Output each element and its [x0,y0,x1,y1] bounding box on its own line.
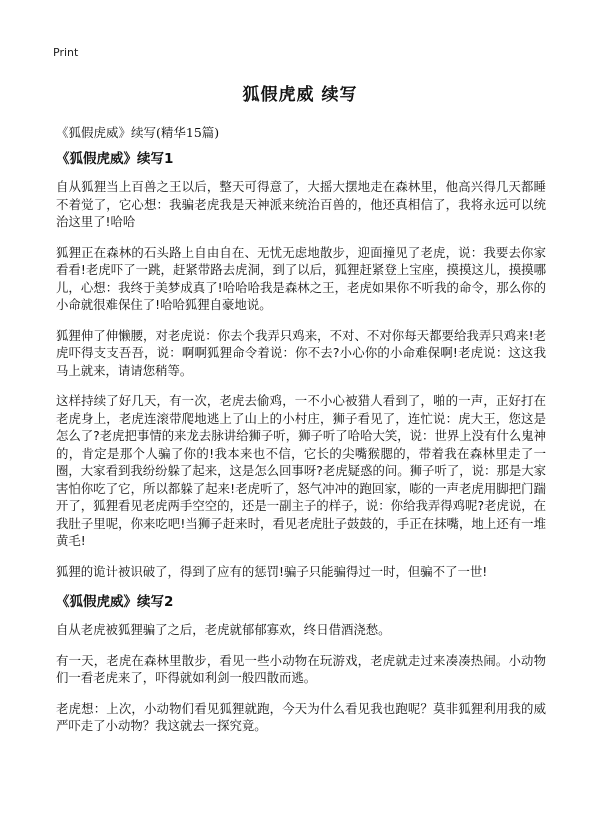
paragraph: 狐狸的诡计被识破了，得到了应有的惩罚!骗子只能骗得过一时，但骗不了一世! [56,563,488,579]
paragraph: 狐狸伸了伸懒腰，对老虎说：你去个我弄只鸡来，不对、不对你每天都要给我弄只鸡来!老虎吓得支支吾吾，说：啊啊狐狸命令着说：你不去?小心你的小命难保啊!老虎说：这这我马上就来，请请您稍等。 [56,327,546,378]
article-body [56,150,546,748]
paragraph: 自从狐狸当上百兽之王以后，整天可得意了，大摇大摆地走在森林里，他高兴得几天都睡不着觉了，它心想：我骗老虎我是天神派来统治百兽的，他还真相信了，我将永远可以统治这里了!哈哈 [56,179,546,229]
page-subtitle: 《狐假虎威》续写(精华15篇) [56,125,220,140]
paragraph: 自从老虎被狐狸骗了之后，老虎就郁郁寡欢，终日借酒浇愁。 [56,622,391,637]
paragraph: 狐狸正在森林的石头路上自由自在、无忧无虑地散步，迎面撞见了老虎，说：我要去你家看看!老虎吓了一跳，赶紧带路去虎洞，到了以后，狐狸赶紧登上宝座，摸摸这儿，摸摸哪儿，心想：我终于美梦成真了!哈哈哈我是森林之王，老虎如果你不听我的命令，那么你的 小命就很难保住了!哈哈狐狸自豪地说。 [56,244,546,312]
section-2 [56,593,546,735]
paragraph: 有一天，老虎在森林里散步，看见一些小动物在玩游戏，老虎就走过来凑凑热闹。小动物们一看老虎来了，吓得就如利剑一般四散而逃。 [56,652,546,685]
section-heading: 《狐假虎威》续写1 [56,151,174,167]
section-1 [56,150,546,580]
print-link[interactable]: Print [53,46,79,59]
paragraph: 这样持续了好几天，有一次，老虎去偷鸡，一不小心被猎人看到了，啪的一声，正好打在老虎身上，老虎连滚带爬地逃上了山上的小村庄，狮子看见了，连忙说：虎大王，您这是怎么了?老虎把事情的来龙去脉讲给狮子听，狮子听了哈哈大笑，说：世界上没有什么鬼神的，肯定是那个人骗了你的!我本来也不信，它长的尖嘴猴腮的，带着我在森林里走了一圈，大家看到我纷纷躲了起来，这是怎么回事呀?老虎疑惑的问。狮子听了，说：那是大家害怕你吃了它，所以都躲了起来!老虎听了，怒气冲冲的跑回家，嘭的一声老虎用脚把门踹开了，狐狸看见老虎两手空空的，还是一副主子的样子，说：你给我弄得鸡呢?老虎说，在我肚子里呢，你来吃吧!当狮子赶来时，看见老虎肚子鼓鼓的，手正在抹嘴，地上还有一堆黄毛! [56,393,546,548]
section-heading: 《狐假虎威》续写2 [56,594,174,610]
paragraph: 老虎想：上次，小动物们看见狐狸就跑，今天为什么看见我也跑呢？莫非狐狸利用我的威严吓走了小动物？我这就去一探究竟。 [56,700,546,733]
page-title: 狐假虎威 续写 [242,85,358,105]
